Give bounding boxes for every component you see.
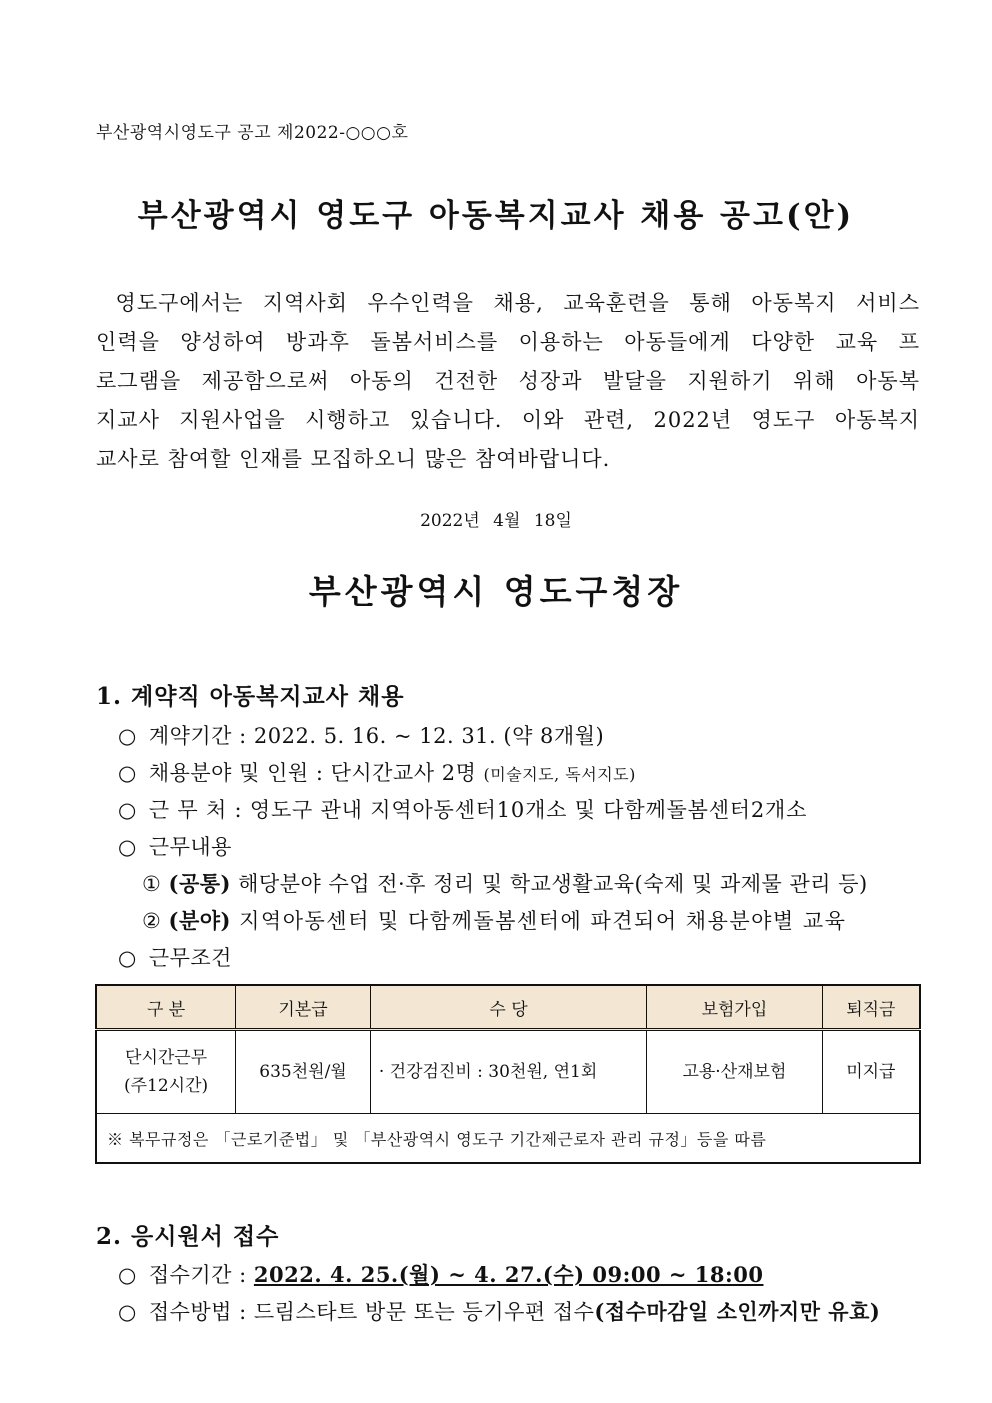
cell-allowance: · 건강검진비 : 30천원, 연1회: [370, 1030, 646, 1114]
application-method-note: (접수마감일 소인까지만 유효): [594, 1299, 881, 1324]
recruit-field-item: [118, 757, 636, 787]
duty-text: 해당분야 수업 전·후 정리 및 학교생활교육(숙제 및 과제물 관리 등): [230, 872, 868, 896]
work-conditions-table: [95, 984, 921, 1164]
table-row: [96, 1030, 920, 1114]
cell-category-line1: 단시간근무: [125, 1048, 208, 1068]
intro-line: 교사로 참여할 인재를 모집하오니 많은 참여바랍니다.: [96, 447, 611, 471]
duty-common: [142, 868, 868, 898]
header-allowance: 수 당: [370, 985, 646, 1030]
intro-line: 로그램을 제공함으로써 아동의 건전한 성장과 발달을 지원하기 위해 아동복: [96, 369, 920, 393]
table-note-row: [96, 1114, 920, 1164]
header-base-pay: 기본급: [236, 985, 371, 1030]
page-title: 부산광역시 영도구 아동복지교사 채용 공고(안): [137, 198, 855, 234]
cell-severance: 미지급: [822, 1030, 920, 1114]
application-period-label: 접수기간 :: [148, 1263, 254, 1287]
circle-bullet-icon: ○: [118, 1263, 137, 1287]
duty-number: ②: [142, 909, 162, 933]
cell-insurance: 고용·산재보험: [647, 1030, 823, 1114]
announcement-date: 2022년 4월 18일: [420, 511, 572, 531]
recruit-field-text: 채용분야 및 인원 : 단시간교사 2명: [148, 761, 484, 785]
header-category: 구 분: [96, 985, 236, 1030]
cell-category-line2: (주12시간): [123, 1076, 209, 1096]
cell-base-pay: 635천원/월: [236, 1030, 371, 1114]
table-header-row: [96, 985, 920, 1030]
duty-number: ①: [142, 872, 162, 896]
intro-line: 지교사 지원사업을 시행하고 있습니다. 이와 관련, 2022년 영도구 아동복지: [96, 408, 920, 432]
duties-item: [118, 831, 232, 861]
circle-bullet-icon: ○: [118, 798, 137, 822]
notice-number: 부산광역시영도구 공고 제2022-○○○호: [96, 123, 409, 143]
workplace-text: 근 무 처 : 영도구 관내 지역아동센터10개소 및 다함께돌봄센터2개소: [148, 798, 808, 822]
duty-tag: (분야): [168, 908, 231, 933]
duty-field: [142, 905, 846, 935]
section1-title: 1. 계약직 아동복지교사 채용: [96, 683, 405, 710]
table-note: ※ 복무규정은 「근로기준법」 및 「부산광역시 영도구 기간제근로자 관리 규정」등을 따름: [96, 1114, 920, 1164]
intro-line: 인력을 양성하여 방과후 돌봄서비스를 이용하는 아동들에게 다양한 교육 프: [96, 330, 920, 354]
circle-bullet-icon: ○: [118, 761, 137, 785]
cell-category: [96, 1030, 236, 1114]
conditions-title: 근무조건: [148, 946, 232, 970]
application-method-item: [118, 1296, 880, 1326]
duty-tag: (공통): [168, 871, 231, 896]
header-severance: 퇴직금: [822, 985, 920, 1030]
circle-bullet-icon: ○: [118, 835, 137, 859]
recruit-field-note: (미술지도, 독서지도): [483, 765, 636, 784]
application-period-item: [118, 1259, 763, 1289]
issuer-name: 부산광역시 영도구청장: [308, 572, 684, 611]
application-method-label: 접수방법 : 드림스타트 방문 또는 등기우편 접수: [148, 1300, 595, 1324]
contract-period-text: 계약기간 : 2022. 5. 16. ~ 12. 31. (약 8개월): [148, 724, 605, 748]
section2-title: 2. 응시원서 접수: [96, 1223, 280, 1250]
intro-paragraph: [96, 284, 920, 479]
contract-period-item: [118, 720, 604, 750]
conditions-item: [118, 942, 232, 972]
duties-title: 근무내용: [148, 835, 232, 859]
circle-bullet-icon: ○: [118, 1300, 137, 1324]
circle-bullet-icon: ○: [118, 946, 137, 970]
application-period-value: 2022. 4. 25.(월) ~ 4. 27.(수) 09:00 ~ 18:00: [253, 1262, 764, 1287]
intro-line: 영도구에서는 지역사회 우수인력을 채용, 교육훈련을 통해 아동복지 서비스: [96, 291, 920, 315]
workplace-item: [118, 794, 807, 824]
duty-text: 지역아동센터 및 다함께돌봄센터에 파견되어 채용분야별 교육: [230, 909, 847, 933]
header-insurance: 보험가입: [647, 985, 823, 1030]
circle-bullet-icon: ○: [118, 724, 137, 748]
